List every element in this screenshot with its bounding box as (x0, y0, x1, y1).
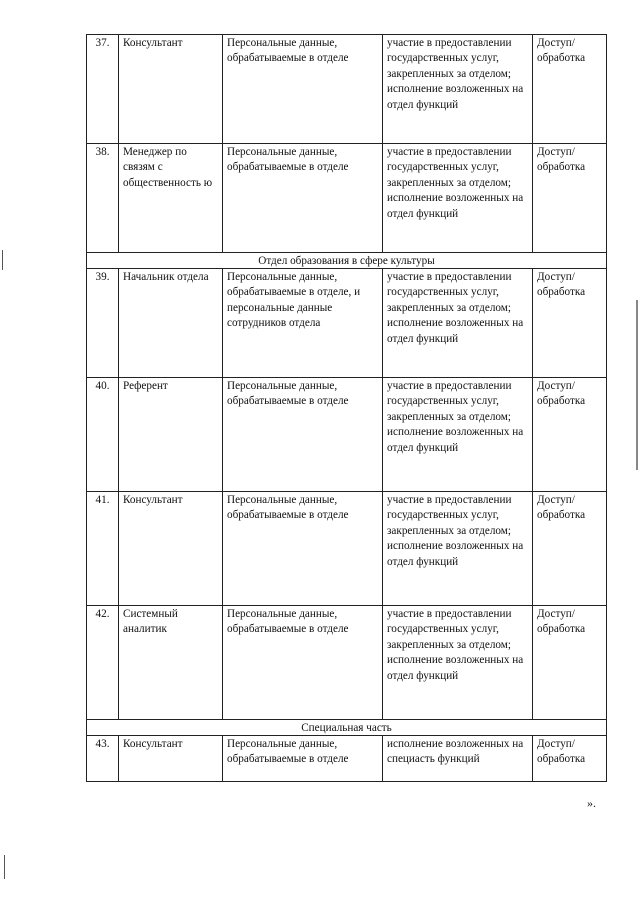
personal-data-cell: Персональные данные, обрабатываемые в отделе, и персональные данные сотрудников отдела (223, 269, 383, 378)
purpose-cell: участие в предоставлении государственных услуг, закрепленных за отделом; исполнение возложенных на отдел функций (383, 606, 533, 720)
purpose-cell: участие в предоставлении государственных услуг, закрепленных за отделом; исполнение возложенных на отдел функций (383, 269, 533, 378)
purpose-cell: исполнение возложенных на специасть функций (383, 736, 533, 782)
personal-data-cell: Персональные данные, обрабатываемые в отделе (223, 492, 383, 606)
section-header-row (87, 720, 607, 736)
table-body (87, 35, 607, 782)
position-cell: Консультант (119, 736, 223, 782)
access-level-cell: Доступ/ обработка (533, 606, 607, 720)
personal-data-cell: Персональные данные, обрабатываемые в отделе (223, 35, 383, 144)
table-row (87, 35, 607, 144)
purpose-cell: участие в предоставлении государственных услуг, закрепленных за отделом; исполнение возложенных на отдел функций (383, 144, 533, 253)
table-row (87, 378, 607, 492)
row-number: 40. (87, 378, 119, 492)
table-row (87, 606, 607, 720)
section-title: Специальная часть (87, 720, 607, 736)
row-number: 39. (87, 269, 119, 378)
row-number: 41. (87, 492, 119, 606)
position-cell: Менеджер по связям с общественность ю (119, 144, 223, 253)
table-row (87, 736, 607, 782)
personal-data-cell: Персональные данные, обрабатываемые в отделе (223, 736, 383, 782)
purpose-cell: участие в предоставлении государственных услуг, закрепленных за отделом; исполнение возложенных на отдел функций (383, 35, 533, 144)
access-level-cell: Доступ/ обработка (533, 378, 607, 492)
position-cell: Системный аналитик (119, 606, 223, 720)
access-level-cell: Доступ/ обработка (533, 269, 607, 378)
scan-artifact-left (2, 250, 3, 270)
document-page (86, 34, 606, 782)
access-level-cell: Доступ/ обработка (533, 35, 607, 144)
row-number: 38. (87, 144, 119, 253)
personal-data-cell: Персональные данные, обрабатываемые в отделе (223, 144, 383, 253)
row-number: 43. (87, 736, 119, 782)
section-title: Отдел образования в сфере культуры (87, 253, 607, 269)
personal-data-cell: Персональные данные, обрабатываемые в отделе (223, 378, 383, 492)
access-level-cell: Доступ/ обработка (533, 492, 607, 606)
access-level-cell: Доступ/ обработка (533, 736, 607, 782)
closing-quote-mark: ». (587, 796, 596, 810)
position-cell: Референт (119, 378, 223, 492)
access-level-cell: Доступ/ обработка (533, 144, 607, 253)
position-cell: Консультант (119, 35, 223, 144)
section-header-row (87, 253, 607, 269)
table-row (87, 144, 607, 253)
position-cell: Начальник отдела (119, 269, 223, 378)
personal-data-access-table (86, 34, 607, 782)
scan-artifact-bottom-left (4, 855, 5, 879)
table-row (87, 492, 607, 606)
purpose-cell: участие в предоставлении государственных услуг, закрепленных за отделом; исполнение возложенных на отдел функций (383, 492, 533, 606)
row-number: 37. (87, 35, 119, 144)
purpose-cell: участие в предоставлении государственных услуг, закрепленных за отделом; исполнение возложенных на отдел функций (383, 378, 533, 492)
row-number: 42. (87, 606, 119, 720)
scan-artifact-right (636, 300, 638, 470)
table-row (87, 269, 607, 378)
personal-data-cell: Персональные данные, обрабатываемые в отделе (223, 606, 383, 720)
position-cell: Консультант (119, 492, 223, 606)
